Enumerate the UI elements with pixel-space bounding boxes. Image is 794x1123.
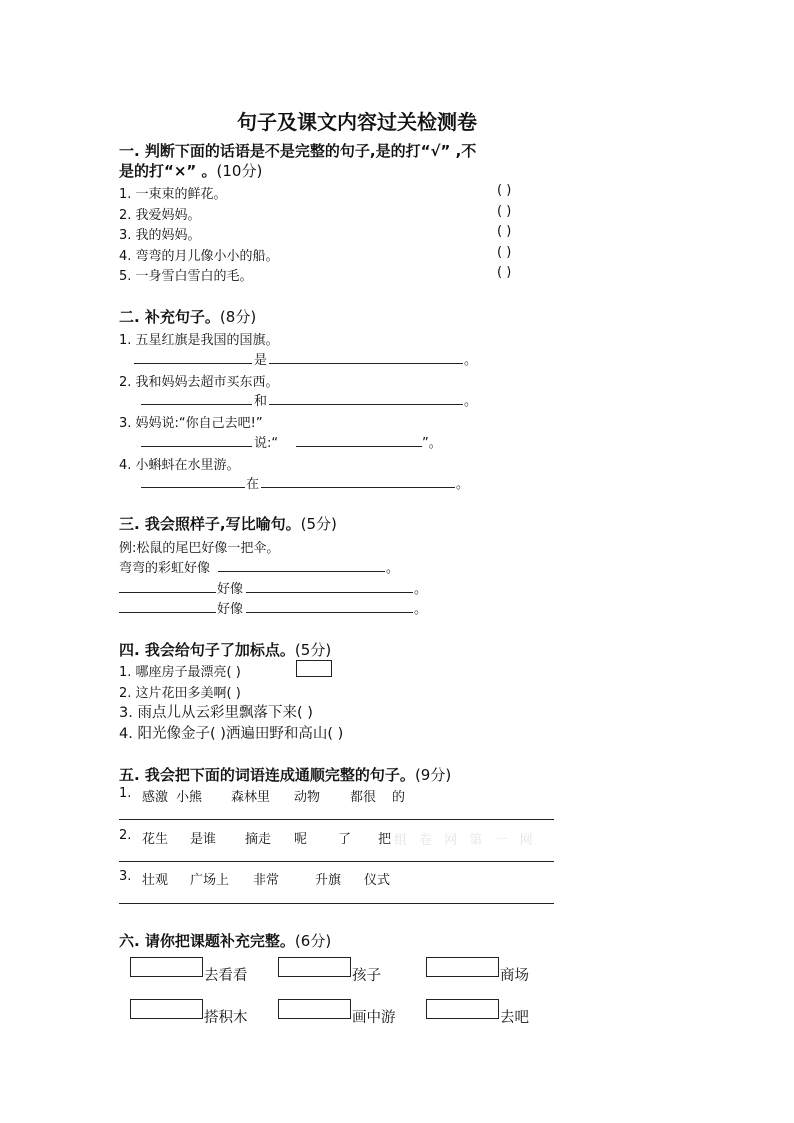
s1-answer-paren-5[interactable]: ( )	[497, 265, 512, 280]
s5-word: 把	[378, 832, 392, 847]
s5-word: 的	[392, 790, 406, 805]
s6-title-box-6[interactable]	[426, 999, 499, 1019]
s2-connector-4: 在	[246, 477, 260, 492]
s5-answer-line-3[interactable]	[119, 903, 554, 904]
s5-word: 是谁	[190, 832, 217, 847]
s6-title-box-2[interactable]	[278, 957, 351, 977]
s5-word: 小熊	[176, 790, 203, 805]
s5-word: 广场上	[190, 873, 230, 888]
section-1-points: (10分)	[216, 162, 263, 180]
s3-connector-2: 好像	[217, 582, 244, 597]
s1-answer-paren-3[interactable]: ( )	[497, 224, 512, 239]
s6-title-suffix-6: 去吧	[500, 1010, 529, 1026]
s3-blank-3a[interactable]	[119, 612, 216, 613]
s6-title-box-5[interactable]	[278, 999, 351, 1019]
s4-item-3: 3. 雨点儿从云彩里飘落下来( )	[119, 705, 313, 721]
page-title: 句子及课文内容过关检测卷	[237, 110, 477, 134]
s3-blank-3b[interactable]	[246, 612, 413, 613]
s4-punctuation-box[interactable]	[296, 660, 332, 677]
section-1-heading-line2: 是的打“×” 。	[119, 162, 217, 180]
s2-blank-4a[interactable]	[141, 487, 245, 488]
s5-word: 了	[338, 832, 352, 847]
s6-title-suffix-2: 孩子	[352, 968, 381, 984]
s5-word: 仪式	[364, 873, 391, 888]
s1-answer-paren-2[interactable]: ( )	[497, 204, 512, 219]
s2-blank-1b[interactable]	[269, 363, 463, 364]
s2-blank-4b[interactable]	[261, 487, 455, 488]
s1-item-3: 3. 我的妈妈。	[119, 228, 201, 243]
s6-title-box-3[interactable]	[426, 957, 499, 977]
s1-item-5: 5. 一身雪白雪白的毛。	[119, 269, 253, 284]
s5-answer-line-1[interactable]	[119, 819, 554, 820]
section-2-points: (8分)	[219, 308, 257, 326]
section-1-heading-line1: 一. 判断下面的话语是不是完整的句子,是的打“√” ,不	[119, 142, 477, 160]
s5-word: 森林里	[231, 790, 271, 805]
section-3-points: (5分)	[300, 515, 337, 533]
section-1-heading-2	[119, 160, 262, 181]
s2-blank-3b[interactable]	[296, 446, 422, 447]
s6-title-box-4[interactable]	[130, 999, 203, 1019]
s2-blank-2b[interactable]	[269, 404, 463, 405]
section-4-points: (5分)	[294, 641, 332, 659]
section-5-heading	[119, 764, 451, 785]
s6-title-suffix-5: 画中游	[352, 1010, 396, 1026]
section-2-heading-text: 二. 补充句子。	[119, 308, 220, 326]
s2-end-3: ”。	[422, 436, 442, 451]
s2-connector-2: 和	[254, 394, 268, 409]
s2-item-2: 2. 我和妈妈去超市买东西。	[119, 375, 279, 390]
s6-title-suffix-1: 去看看	[204, 968, 248, 984]
s5-word: 花生	[142, 832, 169, 847]
section-6-heading	[119, 930, 331, 951]
s5-answer-line-2[interactable]	[119, 861, 554, 862]
s4-item-2: 2. 这片花田多美啊( )	[119, 686, 241, 701]
s4-item-1: 1. 哪座房子最漂亮( )	[119, 665, 241, 680]
s2-end-2: 。	[464, 394, 478, 409]
section-3-heading-text: 三. 我会照样子,写比喻句。	[119, 515, 301, 533]
s2-blank-2a[interactable]	[141, 404, 252, 405]
s1-item-4: 4. 弯弯的月儿像小小的船。	[119, 249, 279, 264]
s2-blank-3a[interactable]	[141, 446, 252, 447]
s2-item-4: 4. 小蝌蚪在水里游。	[119, 458, 240, 473]
section-6-heading-text: 六. 请你把课题补充完整。	[119, 932, 295, 950]
s2-blank-1a[interactable]	[134, 363, 252, 364]
s6-title-box-1[interactable]	[130, 957, 203, 977]
s3-connector-3: 好像	[217, 602, 244, 617]
s1-answer-paren-4[interactable]: ( )	[497, 245, 512, 260]
s5-word: 呢	[294, 832, 308, 847]
section-4-heading	[119, 639, 331, 660]
s2-connector-3: 说:“	[254, 436, 279, 451]
s3-end-3: 。	[414, 602, 428, 617]
watermark-text: 组 卷 网 第 一 网	[394, 833, 537, 848]
s3-line1-prefix: 弯弯的彩虹好像	[119, 561, 211, 576]
s5-word: 动物	[294, 790, 321, 805]
section-5-points: (9分)	[414, 766, 452, 784]
s2-item-1: 1. 五星红旗是我国的国旗。	[119, 333, 279, 348]
section-6-points: (6分)	[294, 932, 332, 950]
s1-item-2: 2. 我爱妈妈。	[119, 208, 201, 223]
section-1-heading	[119, 140, 476, 161]
s3-end-1: 。	[386, 561, 400, 576]
s5-word: 壮观	[142, 873, 169, 888]
section-3-heading	[119, 513, 337, 534]
s3-blank-2a[interactable]	[119, 592, 216, 593]
s2-connector-1: 是	[254, 353, 268, 368]
s3-example: 例:松鼠的尾巴好像一把伞。	[119, 541, 280, 556]
s2-end-1: 。	[464, 353, 478, 368]
s5-item-2-num: 2.	[119, 828, 132, 843]
s5-word: 升旗	[315, 873, 342, 888]
s5-word: 都很	[350, 790, 377, 805]
section-2-heading	[119, 306, 256, 327]
s1-item-1: 1. 一束束的鲜花。	[119, 187, 227, 202]
s5-word: 感激	[142, 790, 169, 805]
s5-item-1-num: 1.	[119, 786, 132, 801]
s3-end-2: 。	[414, 582, 428, 597]
s1-answer-paren-1[interactable]: ( )	[497, 183, 512, 198]
s5-word: 摘走	[245, 832, 272, 847]
s2-item-3: 3. 妈妈说:“你自己去吧!”	[119, 416, 263, 431]
s2-end-4: 。	[456, 477, 470, 492]
s5-word: 非常	[253, 873, 280, 888]
section-4-heading-text: 四. 我会给句子了加标点。	[119, 641, 295, 659]
s5-item-3-num: 3.	[119, 869, 132, 884]
s3-blank-1[interactable]	[218, 571, 385, 572]
s4-item-4: 4. 阳光像金子( )洒遍田野和高山( )	[119, 726, 344, 742]
s6-title-suffix-3: 商场	[500, 968, 529, 984]
s6-title-suffix-4: 搭积木	[204, 1010, 248, 1026]
section-5-heading-text: 五. 我会把下面的词语连成通顺完整的句子。	[119, 766, 415, 784]
s3-blank-2b[interactable]	[246, 592, 413, 593]
